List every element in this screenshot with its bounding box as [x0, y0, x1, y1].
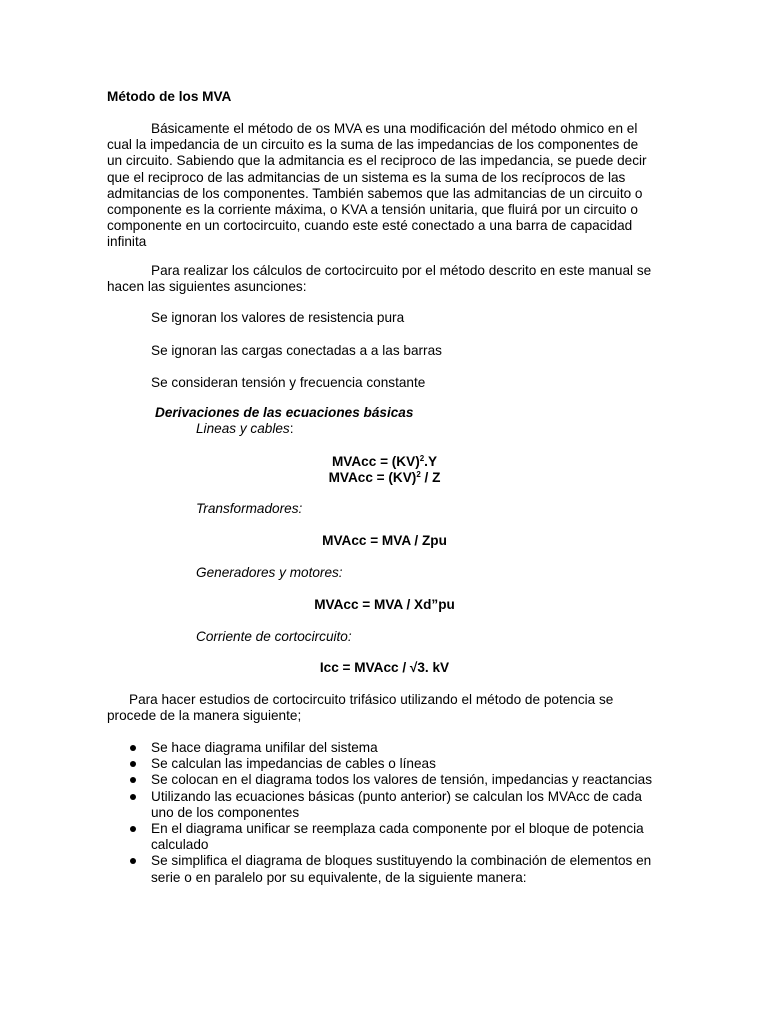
equation-part: MVAcc = (KV)	[328, 470, 417, 485]
bullet-icon	[130, 794, 136, 800]
assumption-item: Se consideran tensión y frecuencia constante	[151, 375, 426, 390]
assumption-item: Se ignoran las cargas conectadas a a las barras	[151, 343, 442, 358]
bullet-icon	[130, 761, 136, 767]
lines-label	[196, 421, 293, 437]
procedure-step	[107, 772, 667, 788]
procedure-step	[107, 853, 667, 885]
bullet-icon	[130, 826, 136, 832]
procedure-step-text: Utilizando las ecuaciones básicas (punto anterior) se calculan los MVAcc de cada uno de los componentes	[151, 788, 642, 820]
generators-label: Generadores y motores:	[196, 565, 343, 580]
equation-short-circuit-current: Icc = MVAcc / √3. kV	[319, 660, 450, 675]
assumption-item: Se ignoran los valores de resistencia pura	[151, 310, 405, 325]
lines-label-text: Lineas y cables	[196, 421, 290, 436]
equation-part: MVAcc = (KV)	[331, 454, 420, 469]
transformers-label: Transformadores:	[196, 501, 303, 516]
assumptions-intro-text: Para realizar los cálculos de cortocircuito por el método descrito en este manual se hacen las siguientes asunciones:	[107, 263, 652, 295]
derivations-heading: Derivaciones de las ecuaciones básicas	[155, 405, 414, 420]
procedure-step-text: Se calculan las impedancias de cables o líneas	[151, 756, 436, 772]
bullet-icon	[130, 858, 136, 864]
intro-paragraph	[107, 121, 655, 251]
procedure-step-text: Se colocan en el diagrama todos los valores de tensión, impedancias y reactancias	[151, 772, 652, 788]
equation-transformers: MVAcc = MVA / Zpu	[322, 533, 447, 548]
procedure-step	[107, 740, 667, 756]
equation-exponent: 2	[416, 470, 421, 479]
equation-exponent: 2	[419, 454, 425, 463]
procedure-step-text: En el diagrama unificar se reemplaza cada componente por el bloque de potencia calculado	[151, 821, 644, 853]
equation-generators: MVAcc = MVA / Xd”pu	[314, 597, 455, 612]
procedure-intro	[107, 692, 655, 724]
equation-lines-impedance	[107, 470, 662, 486]
equation-part: / Z	[420, 470, 441, 485]
procedure-step-text: Se simplifica el diagrama de bloques sustituyendo la combinación de elementos en serie o en paralelo por su equivalente, de la siguiente manera:	[151, 853, 652, 885]
intro-paragraph-text: Básicamente el método de os MVA es una modificación del método ohmico en el cual la impedancia de un circuito es la suma de las impedancias de los componentes de un circuito. Sabiendo que la admitancia es el reciproco de las impedancia, se puede decir que el reciproco de las admitancias de un sistema es la suma de los recíprocos de las admitancias de los componentes. También sabemos que las admitancias de un circuito o componente es la corriente máxima, o KVA a tensión unitaria, que fluirá por un circuito o componente en un cortocircuito, cuando este esté conectado a una barra de capacidad infinita	[107, 121, 647, 250]
procedure-intro-text: Para hacer estudios de cortocircuito trifásico utilizando el método de potencia se procede de la manera siguiente;	[107, 692, 614, 724]
document-title: Método de los MVA	[107, 89, 232, 104]
equation-part: .Y	[424, 454, 438, 469]
procedure-step	[107, 789, 667, 821]
procedure-step	[107, 756, 667, 772]
lines-label-colon: :	[289, 421, 294, 436]
procedure-steps-list	[107, 740, 667, 886]
assumptions-intro	[107, 263, 655, 295]
bullet-icon	[130, 777, 136, 783]
bullet-icon	[130, 745, 136, 751]
procedure-step	[107, 821, 667, 853]
procedure-step-text: Se hace diagrama unifilar del sistema	[151, 740, 378, 755]
short-circuit-current-label: Corriente de cortocircuito:	[196, 629, 352, 644]
equation-lines-admittance	[107, 454, 662, 470]
